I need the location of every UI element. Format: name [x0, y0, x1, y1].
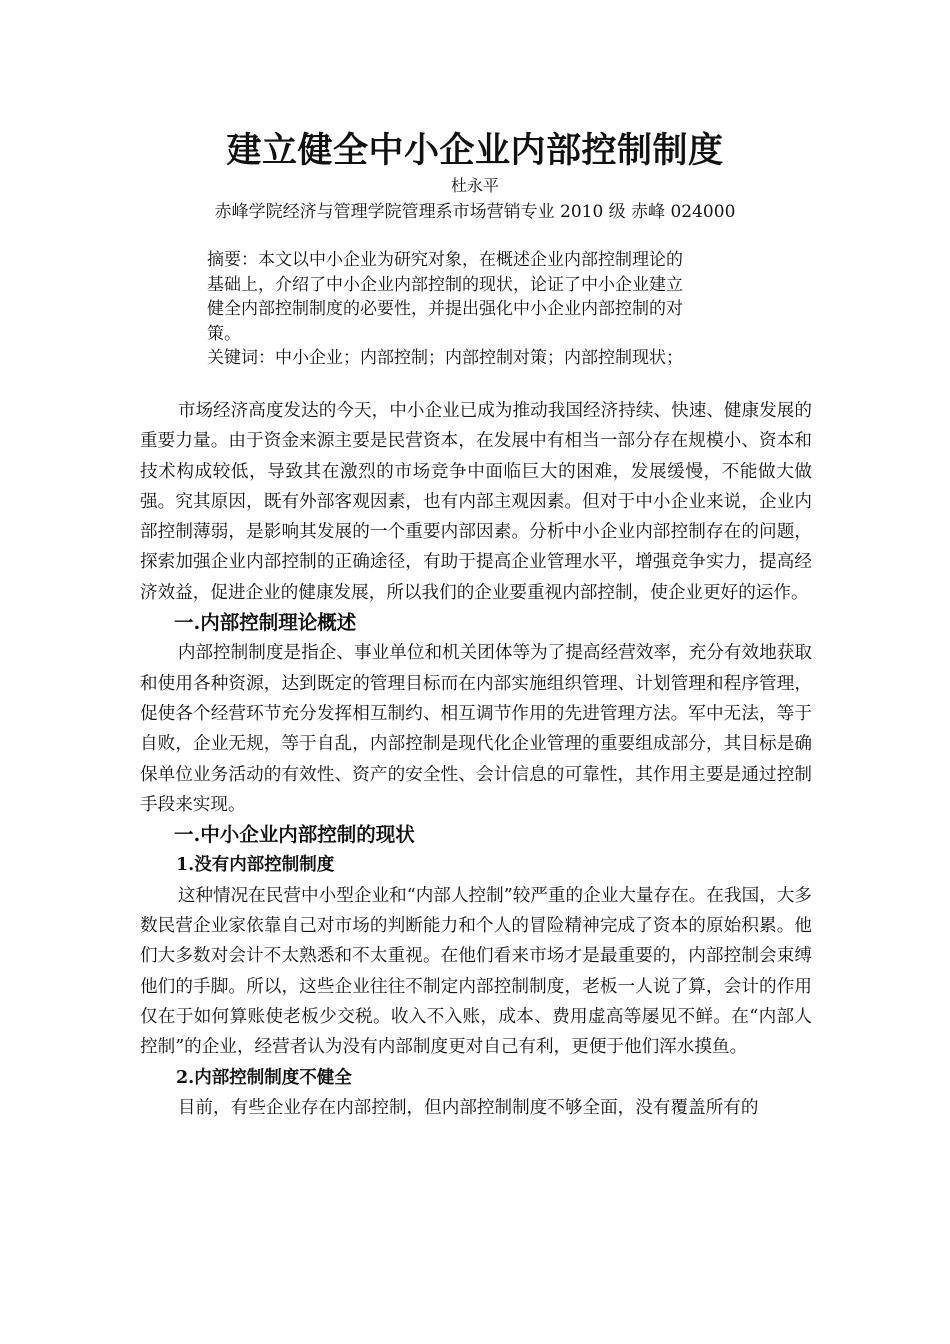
subsection-paragraph: 这种情况在民营中小型企业和“内部人控制”较严重的企业大量存在。在我国，大多数民营企业家依靠自己对市场的判断能力和个人的冒险精神完成了资本的原始积累。他们大多数对会计不太熟悉和不太重视。在他们看来市场才是最重要的，内部控制会束缚他们的手脚。所以，这些企业往往不制定内部控制制度，老板一人说了算，会计的作用仅在于如何算账使老板少交税。收入不入账，成本、费用虚高等屡见不鲜。在“内部人控制”的企业，经营者认为没有内部制度更对自己有利，更便于他们浑水摸鱼。 — [140, 885, 812, 1058]
keywords-line: 关键词：中小企业；内部控制；内部控制对策；内部控制现状； — [207, 348, 683, 368]
abstract-line: 健全内部控制制度的必要性，并提出强化中小企业内部控制的对 — [207, 299, 683, 319]
author-affiliation: 赤峰学院经济与管理学院管理系市场营销专业 2010 级 赤峰 024000 — [214, 202, 736, 222]
intro-paragraph: 市场经济高度发达的今天，中小企业已成为推动我国经济持续、快速、健康发展的重要力量。由于资金来源主要是民营资本，在发展中有相当一部分存在规模小、资本和技术构成较低，导致其在激烈的市场竞争中面临巨大的困难，发展缓慢，不能做大做强。究其原因，既有外部客观因素，也有内部主观因素。但对于中小企业来说，企业内部控制薄弱，是影响其发展的一个重要内部因素。分析中小企业内部控制存在的问题，探索加强企业内部控制的正确途径，有助于提高企业管理水平，增强竞争实力，提高经济效益，促进企业的健康发展，所以我们的企业要重视内部控制，使企业更好的运作。 — [140, 401, 812, 603]
subsection-heading: 2.内部控制制度不健全 — [176, 1067, 352, 1088]
abstract-block — [207, 248, 747, 371]
section-heading: 一.中小企业内部控制的现状 — [174, 823, 415, 847]
author-name: 杜永平 — [450, 176, 499, 195]
body-text — [140, 396, 812, 1123]
abstract-line: 基础上，介绍了中小企业内部控制的现状，论证了中小企业建立 — [207, 274, 683, 295]
section-heading: 一.内部控制理论概述 — [174, 611, 357, 635]
section-paragraph: 内部控制制度是指企、事业单位和机关团体等为了提高经营效率，充分有效地获取和使用各种资源，达到既定的管理目标而在内部实施组织管理、计划管理和程序管理，促使各个经营环节充分发挥相互制约、相互调节作用的先进管理方法。军中无法，等于自败，企业无规，等于自乱，内部控制是现代化企业管理的重要组成部分，其目标是确保单位业务活动的有效性、资产的安全性、会计信息的可靠性，其作用主要是通过控制手段来实现。 — [140, 643, 812, 815]
abstract-line: 摘要：本文以中小企业为研究对象，在概述企业内部控制理论的 — [207, 250, 683, 270]
abstract-line: 策。 — [207, 323, 241, 344]
document-title: 建立健全中小企业内部控制制度 — [226, 130, 724, 171]
subsection-heading: 1.没有内部控制制度 — [176, 855, 335, 876]
subsection-paragraph: 目前，有些企业存在内部控制，但内部控制制度不够全面，没有覆盖所有的 — [177, 1097, 759, 1118]
